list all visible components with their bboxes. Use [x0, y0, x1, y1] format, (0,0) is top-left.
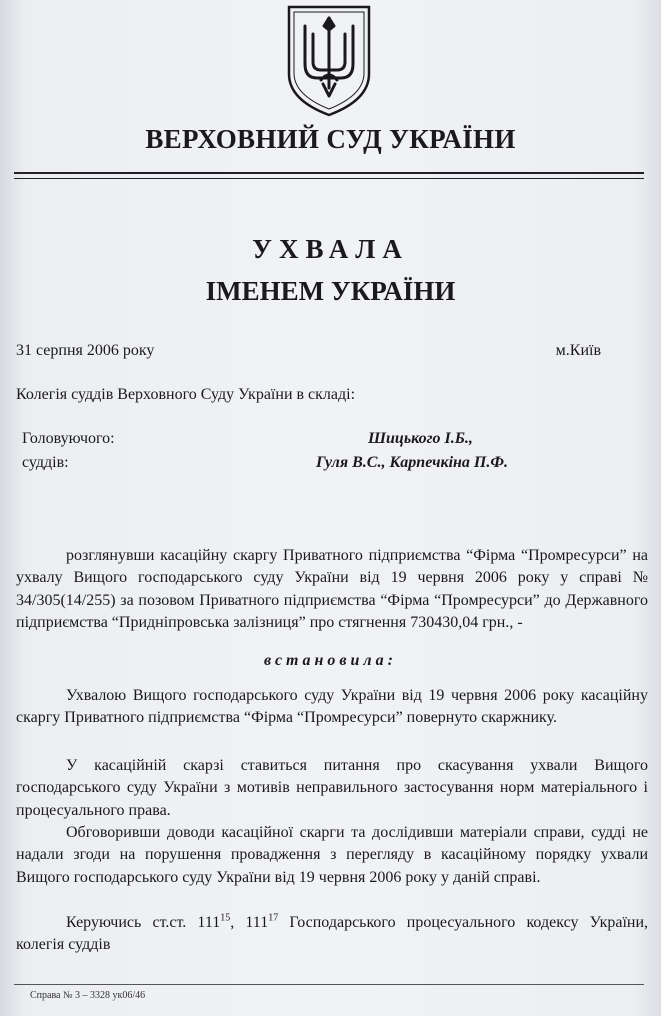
panel-composition: Колегія суддів Верховного Суду України в складі:	[16, 386, 356, 403]
intro-paragraph: розглянувши касаційну скаргу Приватного підприємства “Фірма “Промресурси” на ухвалу Вищого господарського суду України від 19 червня 2006 року у справі № 34/305(14/255) за позовом Приватного підприємства “Фірма “Промресурси” до Державного підприємства “Придніпровська залізниця” про стягнення 730430,04 грн., -	[16, 547, 648, 632]
case-reference: Справа № 3 – 3328 ук06/46	[30, 990, 146, 1001]
article-sup-17: 17	[268, 912, 279, 924]
document-type-title: УХВАЛА	[252, 234, 409, 264]
paragraph-complaint: У касаційній скарзі ставиться питання про скасування ухвали Вищого господарського суду України з мотивів неправильного застосування норм матеріального і процесуального права.	[16, 757, 648, 819]
guided-text-start: Керуючись ст.ст. 111	[66, 914, 221, 931]
guided-text-sep: , 111	[230, 914, 269, 931]
court-name: ВЕРХОВНИЙ СУД УКРАЇНИ	[145, 124, 516, 154]
paragraph-decision: Обговоривши доводи касаційної скарги та дослідивши матеріали справи, судді не надали згоди на порушення провадження з перегляду в касаційному порядку ухвали Вищого господарського суду України від 19 червня 2006 року у даній справі.	[16, 824, 648, 886]
document-date: 31 серпня 2006 року	[16, 342, 155, 359]
header-divider-thin	[14, 178, 644, 179]
paragraph-ruling: Ухвалою Вищого господарського суду України від 19 червня 2006 року касаційну скаргу Приватного підприємства “Фірма “Промресурси” повернуто скаржнику.	[16, 687, 648, 727]
paragraph-guided	[16, 912, 648, 957]
article-sup-15: 15	[220, 912, 231, 924]
established-heading: встановила:	[264, 652, 397, 669]
document-city: м.Київ	[555, 342, 601, 359]
header-divider-thick	[14, 172, 644, 174]
trident-coat-of-arms-icon	[286, 4, 372, 118]
presiding-judge: Шицького І.Б.,	[368, 430, 473, 447]
footer-divider	[14, 984, 644, 985]
judges-names: Гуля В.С., Карпечкіна П.Ф.	[316, 454, 508, 471]
guided-text-end: Господарського процесуального кодексу України, колегія суддів	[16, 914, 649, 954]
document-subtitle: ІМЕНЕМ УКРАЇНИ	[205, 276, 456, 306]
judges-label: суддів:	[22, 454, 69, 471]
presiding-label: Головуючого:	[22, 430, 115, 447]
